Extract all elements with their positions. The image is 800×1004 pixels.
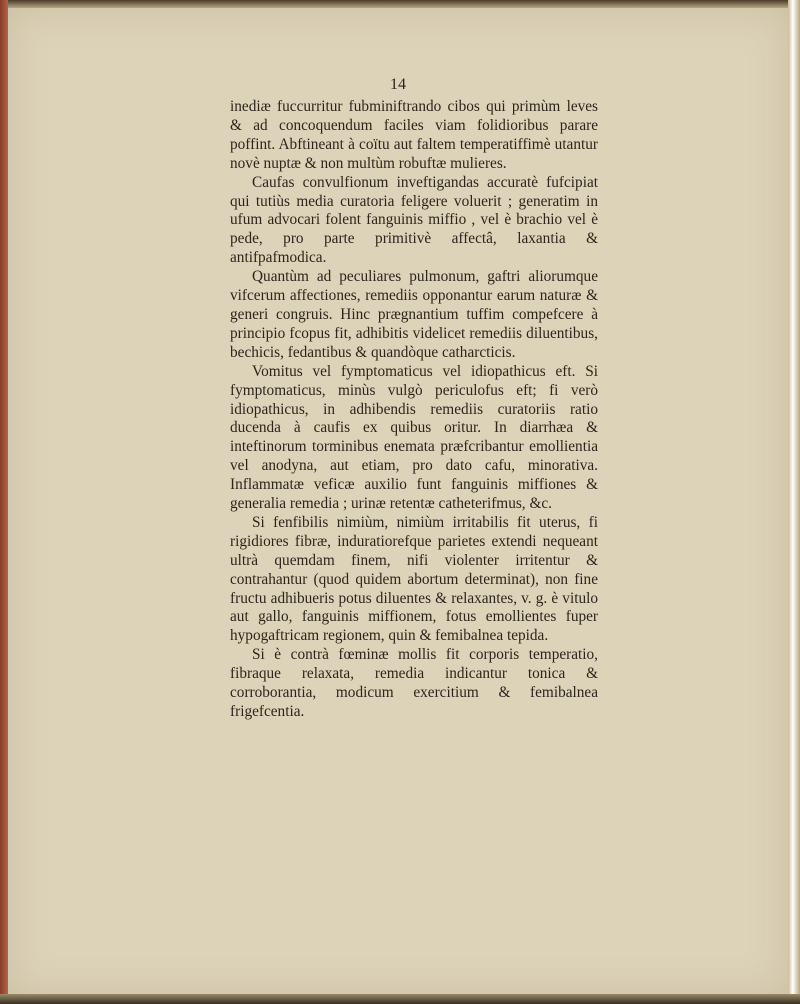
page-fore-edge	[788, 0, 800, 1004]
page-number: 14	[390, 76, 406, 93]
page-top-edge	[0, 0, 800, 8]
paragraph-6: Si è contrà fœminæ mollis fit corporis temperatio, fibraque relaxata, remedia indicantur tonica & corroborantia, modicum exercitium & femibalnea frigefcentia.	[230, 646, 598, 720]
paragraph-4: Vomitus vel fymptomaticus vel idiopathicus eft. Si fymptomaticus, minùs vulgò periculofus eft; fi verò idiopathicus, in adhibendis remediis curatoriis ratio ducenda à caufis ex quibus oritur. In diarrhæa & inteftinorum torminibus enemata præfcribantur emollientia vel anodyna, aut etiam, pro dato cafu, minorativa. Inflammatæ veficæ auxilio funt fanguinis miffiones & generalia remedia ; urinæ retentæ catheterifmus, &c.	[230, 362, 598, 513]
paragraph-1: inediæ fuccurritur fubminiftrando cibos qui primùm leves & ad concoquendum faciles viam folidioribus parare poffint. Abftineant à coïtu aut faltem temperatiffimè utantur novè nuptæ & non multùm robuftæ mulieres.	[230, 98, 598, 172]
paragraph-2: Caufas convulfionum inveftigandas accuratè fufcipiat qui tutiùs media curatoria feligere voluerit ; generatim in ufum advocari folent fanguinis miffio , vel è brachio vel è pede, pro parte primitivè affectâ, laxantia & antifpafmodica.	[230, 173, 598, 267]
paragraph-3: Quantùm ad peculiares pulmonum, gaftri aliorumque vifcerum affectiones, remediis opponantur earum naturæ & generi congruis. Hinc prægnantium tuffim compefcere à principio fcopus fit, adhibitis videlicet remediis diluentibus, bechicis, fedantibus & quandòque catharcticis.	[230, 268, 598, 361]
paragraph-5: Si fenfibilis nimiùm, nimiùm irritabilis fit uterus, fi rigidiores fibræ, induratiorefque parietes extendi nequeant ultrà quemdam finem, nifi violenter irritentur & contrahantur (quod quidem abortum determinat), non fine fructu adhibueris potus diluentes & relaxantes, v. g. è vitulo aut gallo, fanguinis miffionem, fotus emollientes fuper hypogaftricam regionem, quin & femibalnea tepida.	[230, 513, 598, 645]
page-bottom-edge	[0, 994, 800, 1004]
book-page	[8, 8, 788, 996]
body-text	[230, 98, 598, 722]
book-spine-edge	[0, 0, 8, 1004]
